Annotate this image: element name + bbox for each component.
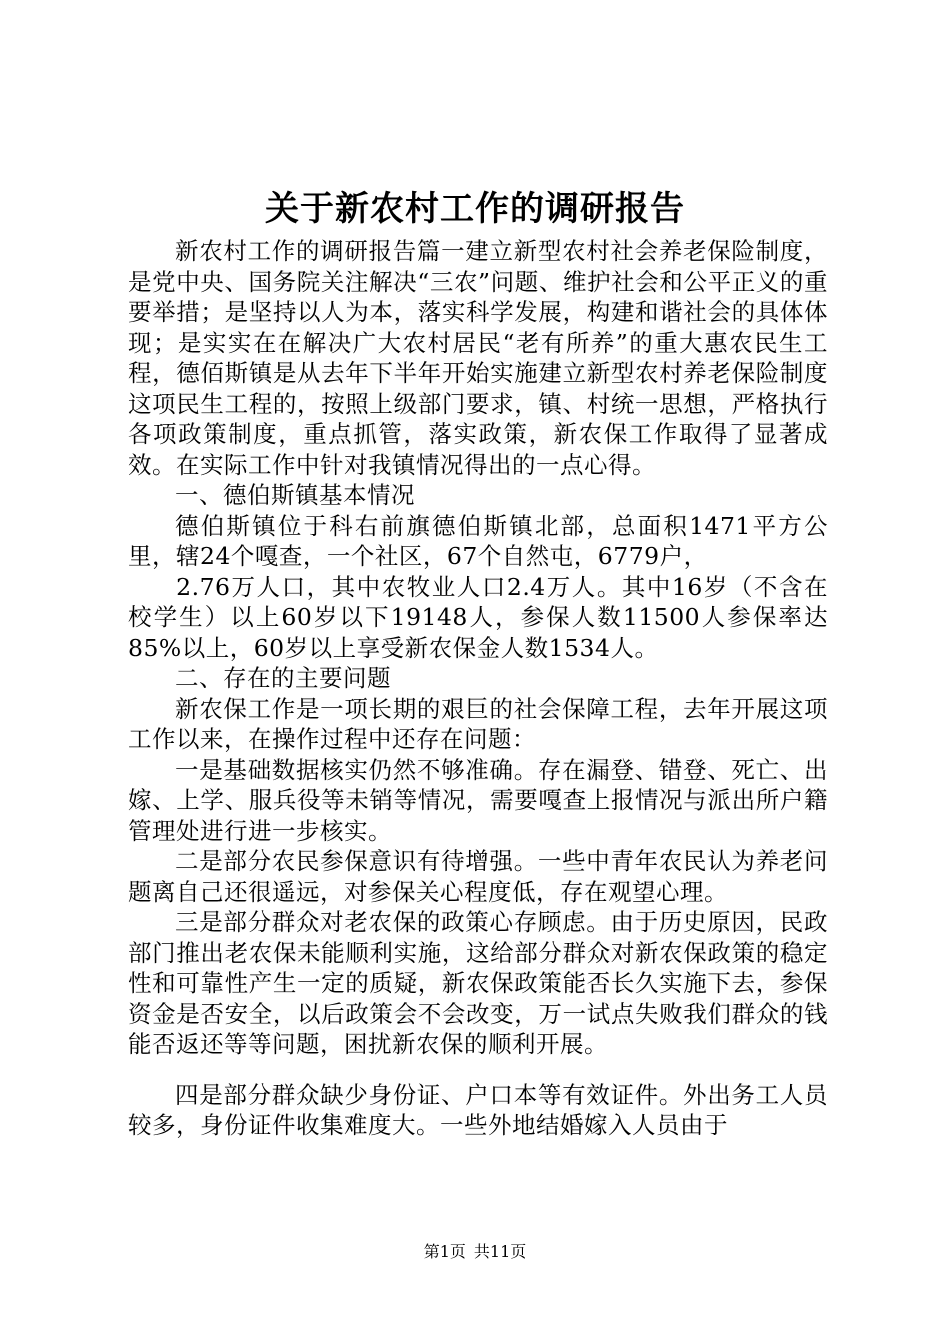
- document-title: 关于新农村工作的调研报告: [265, 189, 685, 229]
- paragraph-population: 2.76万人口，其中农牧业人口2.4万人。其中16岁（不含在校学生）以上60岁以下19148人，参保人数11500人参保率达85%以上，60岁以上享受新农保金人数1534人。: [128, 572, 828, 662]
- page-number: 第1页: [423, 1242, 466, 1261]
- paragraph-problem-2: 二是部分农民参保意识有待增强。一些中青年农民认为养老问题离自己还很遥远，对参保关心程度低，存在观望心理。: [128, 847, 828, 906]
- section-heading-2: 二、存在的主要问题: [175, 664, 391, 692]
- document-body: [128, 236, 828, 1141]
- page-footer: [0, 1240, 950, 1264]
- paragraph-problem-4: 四是部分群众缺少身份证、户口本等有效证件。外出务工人员较多，身份证件收集难度大。一些外地结婚嫁入人员由于: [128, 1080, 828, 1139]
- paragraph-basic-info: 德伯斯镇位于科右前旗德伯斯镇北部，总面积1471平方公里，辖24个嘎查，一个社区，67个自然屯，6779户，: [128, 511, 828, 570]
- paragraph-intro: 新农村工作的调研报告篇一建立新型农村社会养老保险制度，是党中央、国务院关注解决“三农”问题、维护社会和公平正义的重要举措；是坚持以人为本，落实科学发展，构建和谐社会的具体体现；是实实在在解决广大农村居民“老有所养”的重大惠农民生工程，德佰斯镇是从去年下半年开始实施建立新型农村养老保险制度这项民生工程的，按照上级部门要求，镇、村统一思想，严格执行各项政策制度，重点抓管，落实政策，新农保工作取得了显著成效。在实际工作中针对我镇情况得出的一点心得。: [128, 237, 828, 479]
- paragraph-problem-1: 一是基础数据核实仍然不够准确。存在漏登、错登、死亡、出嫁、上学、服兵役等未销等情况，需要嘎查上报情况与派出所户籍管理处进行进一步核实。: [128, 755, 828, 845]
- page-total: 共11页: [473, 1242, 527, 1261]
- paragraph-problem-3: 三是部分群众对老农保的政策心存顾虑。由于历史原因，民政部门推出老农保未能顺利实施，这给部分群众对新农保政策的稳定性和可靠性产生一定的质疑，新农保政策能否长久实施下去，参保资金是否安全，以后政策会不会改变，万一试点失败我们群众的钱能否返还等等问题，困扰新农保的顺利开展。: [128, 908, 828, 1058]
- paragraph-problems-intro: 新农保工作是一项长期的艰巨的社会保障工程，去年开展这项工作以来，在操作过程中还存在问题：: [128, 694, 828, 753]
- section-heading-1: 一、德伯斯镇基本情况: [175, 481, 415, 509]
